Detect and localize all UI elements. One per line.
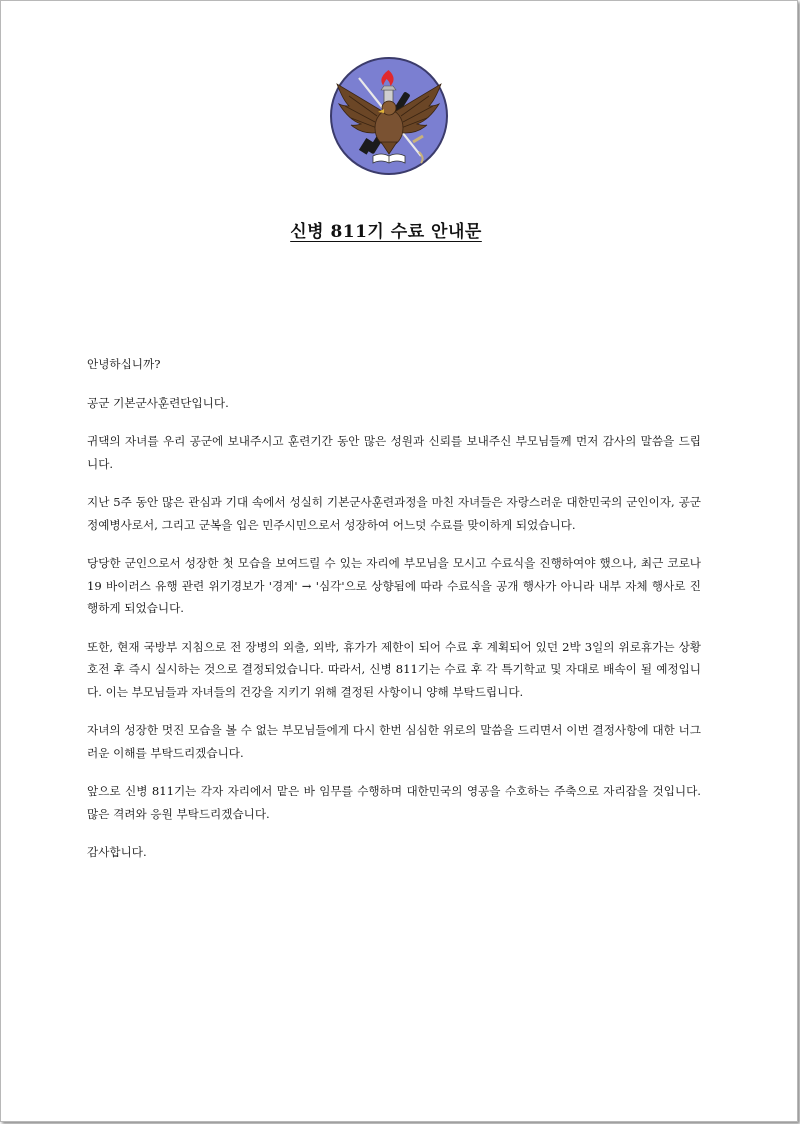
closing-paragraph: 앞으로 신병 811기는 각자 자리에서 맡은 바 임무를 수행하며 대한민국의 영공을 수호하는 주축으로 자리잡을 것입니다. 많은 격려와 응원 부탁드리겠습니다. [87, 784, 701, 821]
graduation-paragraph: 지난 5주 동안 많은 관심과 기대 속에서 성실히 기본군사훈련과정을 마친 자녀들은 자랑스러운 대한민국의 군인이자, 공군 정예병사로서, 그리고 군복을 입은 민주시민으로서 성장하여 어느덧 수료를 맞이하게 되었습니다. [87, 495, 701, 532]
document-body [87, 353, 701, 880]
document-title-text: 신병 811기 수료 안내문 [290, 222, 482, 242]
leave-policy-paragraph: 또한, 현재 국방부 지침으로 전 장병의 외출, 외박, 휴가가 제한이 되어 수료 후 계획되어 있던 2박 3일의 위로휴가는 상황 호전 후 즉시 실시하는 것으로 결정되었습니다. 따라서, 신병 811기는 수료 후 각 특기학교 및 자대로 배속이 될 예정입니다. 이는 부모님들과 자녀들의 건강을 지키기 위해 결정된 사항이니 양해 부탁드립니다. [87, 639, 701, 699]
thanks-paragraph: 귀댁의 자녀를 우리 공군에 보내주시고 훈련기간 동안 많은 성원과 신뢰를 보내주신 부모님들께 먼저 감사의 말씀을 드립니다. [87, 434, 701, 471]
sender-paragraph: 공군 기본군사훈련단입니다. [87, 395, 229, 410]
eagle-emblem-icon [329, 56, 449, 176]
signoff-paragraph: 감사합니다. [87, 845, 147, 859]
document-title [1, 217, 771, 242]
covid-ceremony-paragraph: 당당한 군인으로서 성장한 첫 모습을 보여드릴 수 있는 자리에 부모님을 모시고 수료식을 진행하여야 했으나, 최근 코로나19 바이러스 유행 관련 위기경보가 '경계' → '심각'으로 상향됨에 따라 수료식을 공개 행사가 아니라 내부 자체 행사로 진행하게 되었습니다. [87, 556, 701, 615]
apology-paragraph: 자녀의 성장한 멋진 모습을 볼 수 없는 부모님들에게 다시 한번 심심한 위로의 말씀을 드리면서 이번 결정사항에 대한 너그러운 이해를 부탁드리겠습니다. [87, 723, 701, 760]
greeting-paragraph: 안녕하십니까? [87, 357, 161, 371]
